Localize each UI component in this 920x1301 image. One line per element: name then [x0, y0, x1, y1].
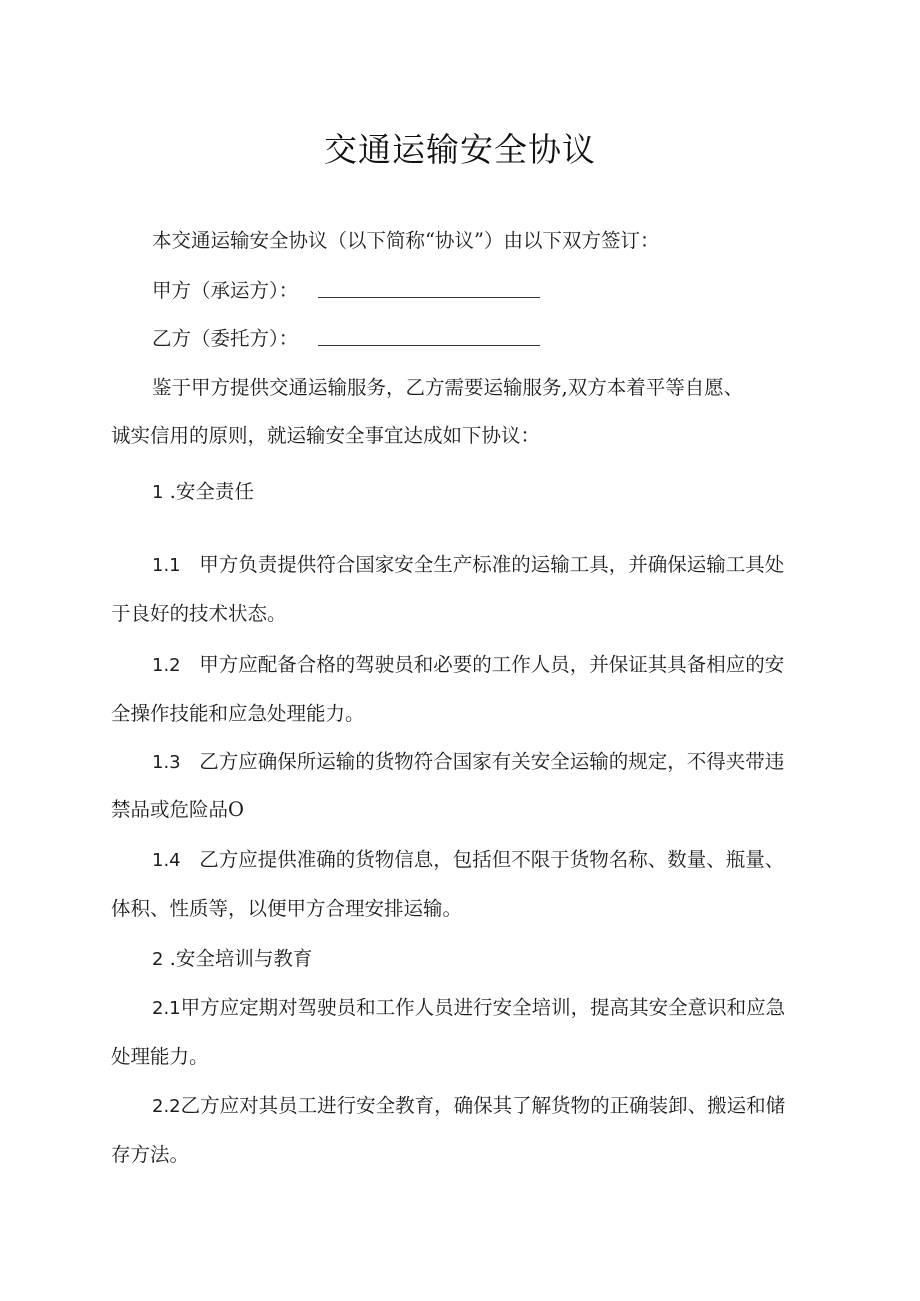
section-heading-1 — [152, 478, 254, 507]
party-b-label: 乙方（委托方）： — [152, 327, 299, 350]
intro-paragraph: 本交通运输安全协议（以下简称“协议”）由以下双方签订： — [152, 229, 660, 252]
clause-text: 乙方应确保所运输的货物符合国家有关安全运输的规定，不得夹带违 — [199, 750, 785, 773]
clause-1-3-line-2: 禁品或危险品O — [111, 798, 244, 821]
party-b-blank-field[interactable] — [318, 345, 540, 346]
clause-2-2-line-2: 存方法。 — [111, 1143, 190, 1166]
section-heading-text: .安全责任 — [169, 480, 254, 503]
clause-number: 2.2 — [152, 1096, 181, 1117]
clause-text: 乙方应提供准确的货物信息，包括但不限于货物名称、数量、瓶量、 — [199, 848, 785, 871]
clause-1-4-line-1 — [152, 846, 784, 875]
clause-number: 1.3 — [152, 752, 181, 773]
clause-text: 乙方应对其员工进行安全教育，确保其了解货物的正确装卸、搬运和储 — [180, 1094, 786, 1117]
clause-1-2-line-1 — [152, 651, 784, 680]
clause-1-4-line-2: 体积、性质等，以便甲方合理安排运输。 — [111, 897, 463, 920]
section-heading-text: .安全培训与教育 — [169, 947, 313, 970]
party-a-label: 甲方（承运方）： — [152, 279, 299, 302]
party-a-blank-field[interactable] — [318, 297, 540, 298]
clause-1-2-line-2: 全操作技能和应急处理能力。 — [111, 702, 365, 725]
clause-number: 1.2 — [152, 655, 181, 676]
clause-text: 甲方应配备合格的驾驶员和必要的工作人员，并保证其具备相应的安 — [199, 653, 785, 676]
clause-number: 1.1 — [152, 555, 181, 576]
section-number: 2 — [152, 949, 164, 970]
section-number: 1 — [152, 482, 164, 503]
clause-number: 1.4 — [152, 850, 181, 871]
clause-number: 2.1 — [152, 998, 181, 1019]
section-heading-2 — [152, 945, 312, 974]
clause-2-1-line-2: 处理能力。 — [111, 1045, 209, 1068]
preamble-line-2: 诚实信用的原则，就运输安全事宜达成如下协议： — [111, 424, 541, 447]
clause-2-1-line-1 — [152, 994, 785, 1023]
clause-1-1-line-1 — [152, 551, 784, 580]
clause-1-1-line-2: 于良好的技术状态。 — [111, 602, 287, 625]
clause-text: 甲方负责提供符合国家安全生产标准的运输工具，并确保运输工具处 — [199, 553, 785, 576]
clause-1-3-line-1 — [152, 748, 784, 777]
preamble-line-1: 鉴于甲方提供交通运输服务，乙方需要运输服务,双方本着平等自愿、 — [152, 376, 744, 399]
clause-text: 甲方应定期对驾驶员和工作人员进行安全培训，提高其安全意识和应急 — [180, 996, 786, 1019]
document-title: 交通运输安全协议 — [324, 130, 596, 169]
clause-2-2-line-1 — [152, 1092, 785, 1121]
